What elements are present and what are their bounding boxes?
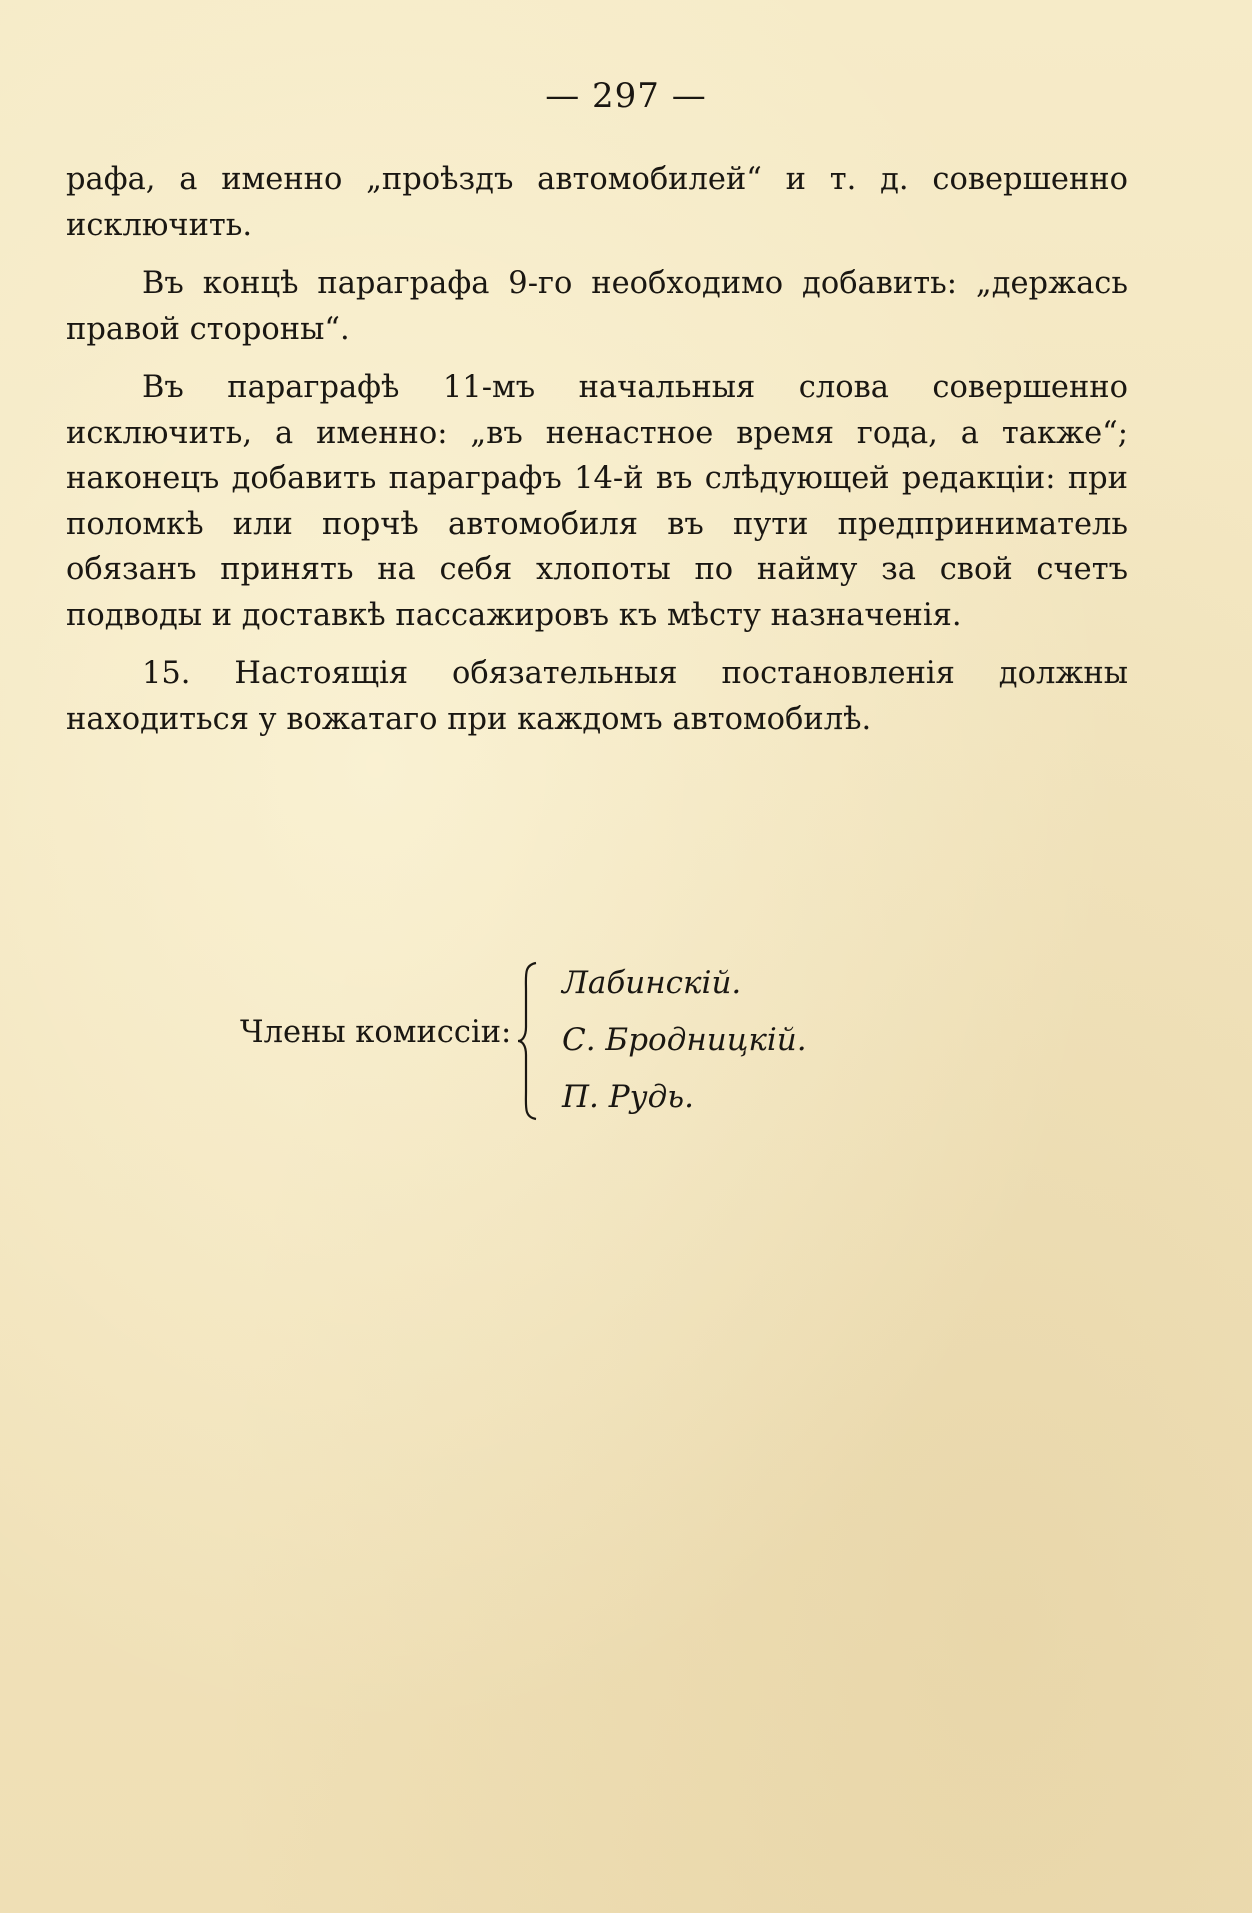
signatory-2: С. Бродницкій. (562, 1022, 807, 1058)
body-text (66, 157, 1128, 755)
signature-names (562, 955, 807, 1126)
curly-brace-icon (516, 961, 542, 1121)
paragraph-3: Въ параграфѣ 11-мъ начальныя слова совершенно исключить, а именно: „въ ненастное время года, а также“; наконецъ добавить параграфъ 14-й въ слѣдующей редакціи: при поломкѣ или порчѣ автомобиля въ пути предприниматель обязанъ принять на себя хлопоты по найму за свой счетъ подводы и доставкѣ пассажировъ къ мѣсту назначенія. (66, 370, 1128, 633)
paragraph-4: 15. Настоящія обязательныя постановленія должны находиться у вожатаго при каждомъ автомобилѣ. (66, 656, 1128, 737)
paragraph-1: рафа, а именно „проѣздъ автомобилей“ и т. д. совершенно исключить. (66, 162, 1128, 243)
page-number: — 297 — (545, 76, 707, 116)
signatory-3: П. Рудь. (562, 1079, 694, 1115)
signature-label: Члены комиссіи: (240, 1015, 512, 1050)
signatory-1: Лабинскій. (562, 965, 742, 1001)
paragraph-2: Въ концѣ параграфа 9-го необходимо добавить: „держась правой стороны“. (66, 266, 1128, 347)
signature-block (240, 955, 940, 1125)
